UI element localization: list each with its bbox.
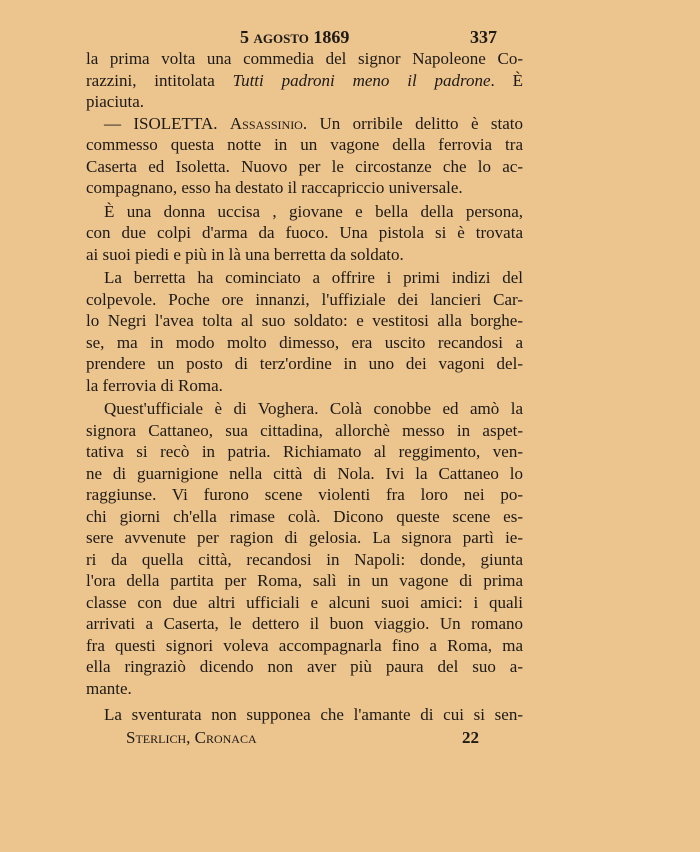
- text-line: [86, 549, 523, 571]
- text-line: [86, 704, 523, 726]
- text-run: ri da quella città, recandosi in Napoli: donde, giunta: [86, 549, 523, 569]
- text-run: signora Cattaneo, sua cittadina, allorchè messo in aspet-: [86, 420, 523, 440]
- page-number: 337: [470, 27, 497, 47]
- text-run: l'ora della partita per Roma, salì in un vagone di prima: [86, 571, 523, 590]
- text-line: [86, 353, 523, 375]
- page-footer: [86, 727, 523, 749]
- text-line: [86, 267, 523, 289]
- text-line: [86, 222, 523, 244]
- text-line: [86, 656, 523, 678]
- running-head-day: 5: [240, 27, 249, 47]
- text-line: [86, 398, 523, 420]
- text-run: compagnano, esso ha destato il raccapriccio universale.: [86, 178, 463, 197]
- running-head-year: 1869: [313, 27, 350, 47]
- text-run: se, ma in modo molto dimesso, era uscito recandosi a: [86, 332, 523, 352]
- text-line: [86, 289, 523, 311]
- sheet-number: 22: [462, 727, 479, 747]
- text-line: [86, 613, 523, 635]
- text-run: con due colpi d'arma da fuoco. Una pistola si è trovata: [86, 223, 523, 242]
- text-line: [86, 310, 523, 332]
- text-run: raggiunse. Vi furono scene violenti fra loro nei po-: [86, 485, 523, 504]
- text-run: La sventurata non supponea che l'amante di cui si sen-: [104, 705, 523, 724]
- body-text: [86, 48, 523, 726]
- text-line: [86, 375, 523, 397]
- text-run: la ferrovia di Roma.: [86, 375, 223, 395]
- text-run: commesso questa notte in un vagone della ferrovia tra: [86, 135, 523, 154]
- running-head: [240, 26, 349, 48]
- text-line: [86, 441, 523, 463]
- text-line: [86, 506, 523, 528]
- text-line: [86, 678, 523, 700]
- text-run: sere avvenute per ragion di gelosia. La signora partì ie-: [86, 528, 523, 547]
- small-caps-heading: Assassinio: [229, 113, 303, 133]
- text-line: [86, 463, 523, 485]
- text-run: piaciuta.: [86, 92, 145, 111]
- running-head-month: agosto: [253, 27, 309, 47]
- text-run: tativa si recò in patria. Richiamato al reggimento, ven-: [86, 442, 523, 461]
- text-run: mante.: [86, 678, 132, 698]
- text-run: Quest'ufficiale è di Voghera. Colà conobbe ed amò la: [104, 399, 523, 418]
- text-line: [86, 635, 523, 657]
- text-line: [86, 420, 523, 442]
- text-line: [86, 527, 523, 549]
- text-run: chi giorni ch'ella rimase colà. Dicono queste scene es-: [86, 506, 523, 526]
- text-line: [86, 70, 523, 92]
- text-run: . È: [490, 70, 523, 90]
- text-run: lo Negri l'avea tolta al suo soldato: e vestitosi alla borghe-: [86, 311, 523, 330]
- text-run: . Un orribile delitto è stato: [302, 113, 523, 133]
- text-line: [86, 484, 523, 506]
- text-line: [86, 570, 523, 592]
- text-run: fra questi signori voleva accompagnarla fino a Roma, ma: [86, 635, 523, 655]
- text-run: arrivati a Caserta, le dettero il buon viaggio. Un romano: [86, 614, 523, 633]
- text-run: razzini, intitolata: [86, 70, 233, 90]
- text-run: ne di guarnigione nella città di Nola. Ivi la Cattaneo lo: [86, 463, 523, 483]
- text-line: [86, 48, 523, 70]
- page-text-block: [86, 48, 523, 749]
- text-run: ella ringraziò dicendo non aver più paura del suo a-: [86, 657, 523, 676]
- text-line: [86, 592, 523, 614]
- text-run: classe con due altri ufficiali e alcuni suoi amici: i quali: [86, 592, 523, 612]
- text-line: [86, 244, 523, 266]
- text-run: ai suoi piedi e più in là una berretta da soldato.: [86, 244, 404, 264]
- text-run: Caserta ed Isoletta. Nuovo per le circostanze che lo ac-: [86, 156, 523, 176]
- text-run: — ISOLETTA.: [104, 113, 230, 133]
- text-line: [86, 91, 523, 113]
- text-run: È una donna uccisa , giovane e bella della persona,: [104, 201, 523, 221]
- text-line: [86, 113, 523, 135]
- text-run: La berretta ha cominciato a offrire i primi indizi del: [104, 268, 523, 287]
- text-line: [86, 134, 523, 156]
- text-line: [86, 201, 523, 223]
- text-run: prendere un posto di terz'ordine in uno dei vagoni del-: [86, 354, 523, 373]
- text-run: la prima volta una commedia del signor Napoleone Co-: [86, 49, 523, 68]
- text-line: [86, 177, 523, 199]
- text-run: colpevole. Poche ore innanzi, l'uffiziale dei lancieri Car-: [86, 289, 523, 309]
- text-line: [86, 332, 523, 354]
- text-line: [86, 156, 523, 178]
- italic-title: Tutti padroni meno il padrone: [232, 70, 491, 90]
- signature-mark: Sterlich, Cronaca: [126, 727, 257, 747]
